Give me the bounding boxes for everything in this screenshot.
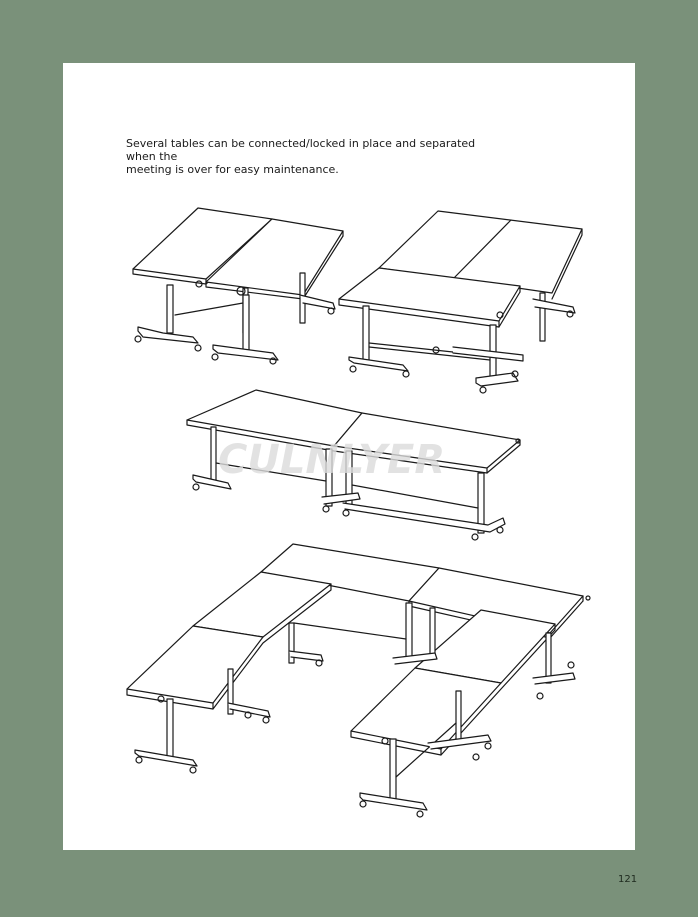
tables-illustration (63, 63, 635, 850)
caption-text: Several tables can be connected/locked in place and separated when the meeting is over for easy maintenance. (126, 137, 476, 176)
illustration-two-tables-separated (133, 208, 343, 364)
document-page (63, 63, 635, 850)
page-number: 121 (618, 874, 638, 885)
illustration-two-tables-joined-row (187, 390, 520, 540)
illustration-tables-u-shape (127, 544, 590, 817)
watermark-text: CULNLYER (218, 437, 446, 483)
illustration-two-tables-joined-square (339, 211, 582, 393)
